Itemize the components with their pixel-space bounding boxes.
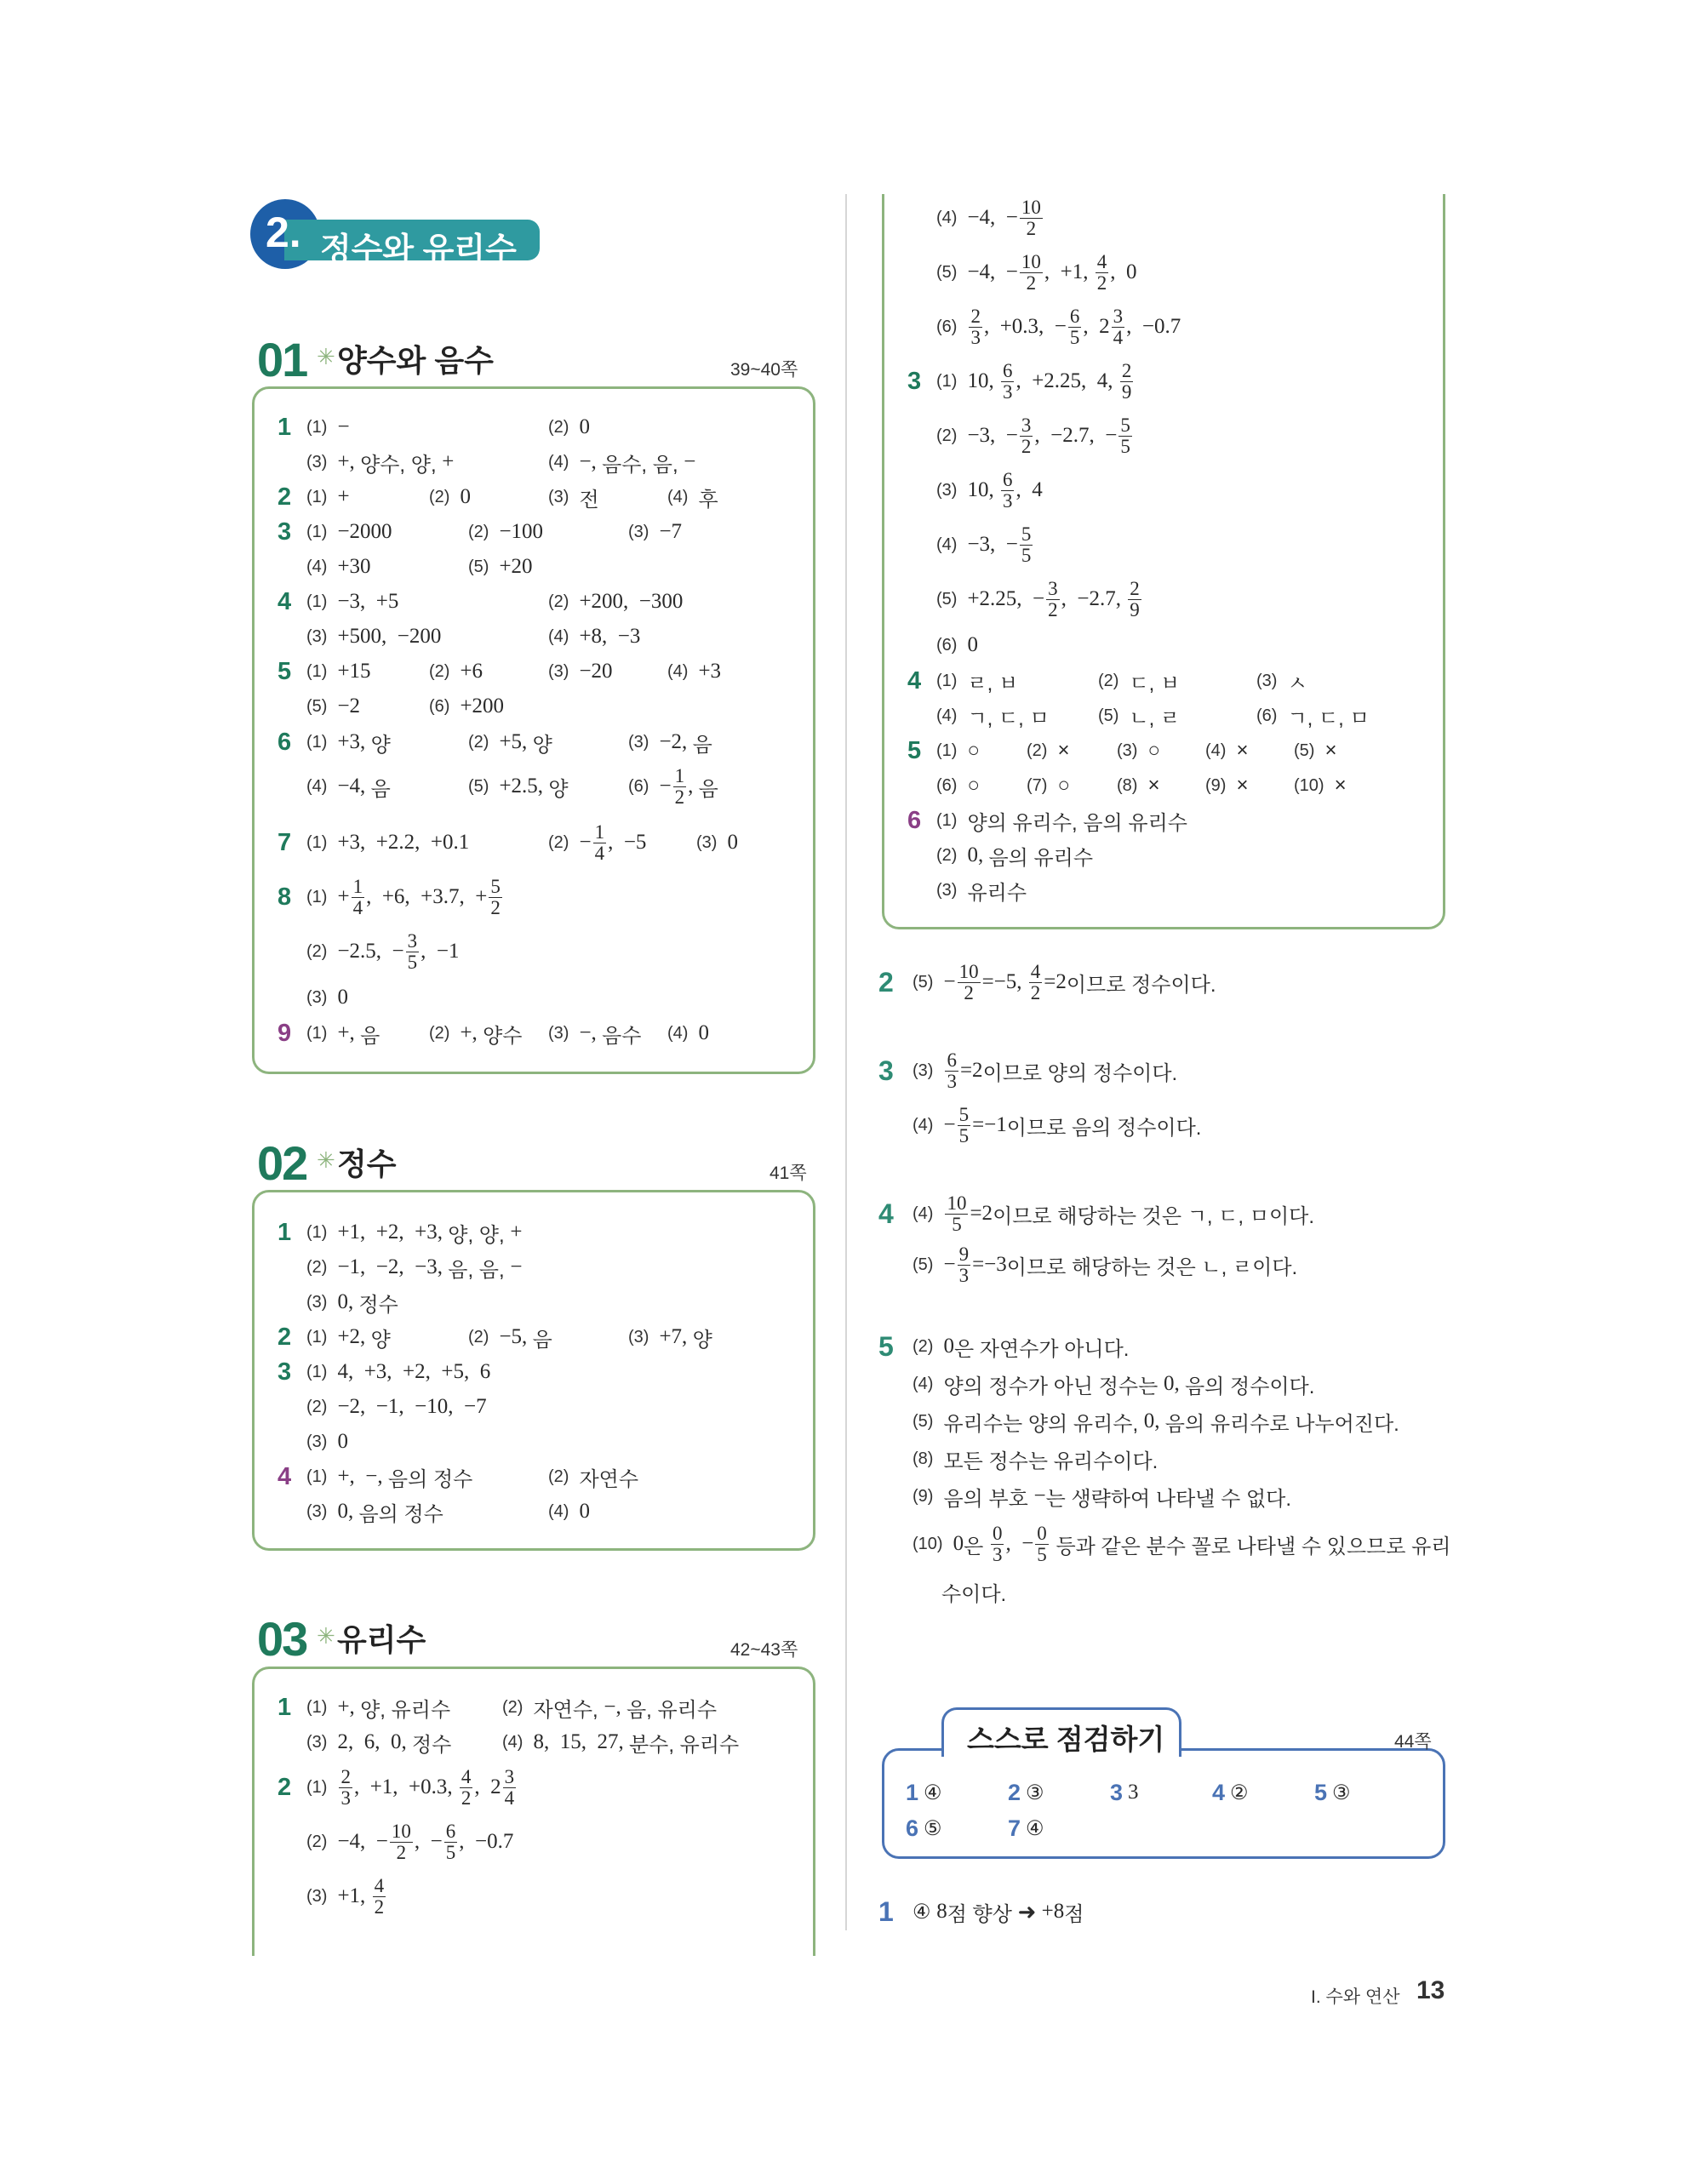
answer-row: (2) × (1027, 739, 1070, 762)
answer-row: (4) −3, − $\frac{5}{5}$ (936, 523, 1032, 566)
chapter-number: 2. (266, 209, 301, 256)
answer-row: 2 (1) + (277, 483, 350, 511)
page-reference: 39~40쪽 (730, 360, 798, 380)
chapter-header (250, 199, 545, 269)
solution-row: (4) 양의 정수가 아닌 정수는 0, 음의 정수이다. (913, 1372, 1315, 1398)
answer-row: (3) +1, $\frac{4}{2}$ (306, 1874, 385, 1918)
answer-row: (3) −7 (628, 520, 683, 543)
answer-row: (2) 0, 음의 유리수 (936, 843, 1094, 870)
answer-row: (2) +, 양수 (429, 1021, 523, 1048)
answer-row: (2) 자연수 (548, 1466, 639, 1491)
answer-row: 2 (1) $\frac{2}{3}$ , +1, +0.3, $\frac{4}{2}$ , 2 $\frac{3}{4}$ (277, 1765, 515, 1809)
answer-row: (5) −4, − $\frac{10}{2}$ , +1, $\frac{4}{2}$ , 0 (936, 250, 1137, 294)
section-title: 정수 (337, 1146, 397, 1181)
answer-row: 5 (1) ○ (907, 736, 980, 764)
answer-row: (5) +20 (468, 555, 533, 578)
answer-row: 6 (1) +3, 양 (277, 728, 391, 757)
self-check-item: 3 3 (1110, 1779, 1139, 1805)
answer-row: (3) −, 음수 (548, 1021, 642, 1048)
answer-row: (3) 0 (696, 831, 738, 854)
answer-row: 3 (1) 10, $\frac{6}{3}$ , +2.25, 4, $\frac{2}{9}$ (907, 359, 1132, 403)
answer-row: (3) 0, 음의 정수 (306, 1500, 443, 1526)
answer-row: 1 (1) − (277, 413, 350, 441)
answer-row: (4) +3 (667, 660, 722, 683)
answer-row: (3) 유리수 (936, 880, 1027, 905)
solution-row: (5) − $\frac{9}{3}$ =−3 이므로 해당하는 것은 ㄴ, ㄹ이다. (913, 1243, 1298, 1286)
answer-row: (4) −4, 음 (306, 775, 391, 801)
answer-row: (7) ○ (1027, 774, 1070, 797)
answer-row: 4 (1) +, −, 음의 정수 (277, 1462, 473, 1491)
answer-row: (2) +5, 양 (468, 730, 552, 757)
answer-row: (2) −3, − $\frac{3}{2}$ , −2.7, − $\frac{5}{5}$ (936, 414, 1130, 457)
answer-row: (3) +500, −200 (306, 625, 442, 648)
solution-row: 수이다. (941, 1582, 1007, 1606)
page-reference: 42~43쪽 (730, 1640, 798, 1660)
answer-row: (6) +200 (429, 695, 505, 718)
answer-row: (4) 후 (667, 487, 718, 512)
answer-row: (3) 2, 6, 0, 정수 (306, 1730, 452, 1757)
answer-row: (2) 0 (548, 415, 590, 438)
answer-row: (4) 0 (667, 1021, 709, 1044)
answer-row: 1 (1) +, 양, 유리수 (277, 1693, 451, 1722)
answer-row: (8) × (1117, 774, 1160, 797)
page-reference: 44쪽 (1394, 1732, 1432, 1752)
answer-row: (4) −4, − $\frac{10}{2}$ (936, 196, 1041, 239)
answer-row: (3) 0 (306, 986, 348, 1009)
answer-row: (3) +, 양수, 양, + (306, 450, 455, 477)
self-check-box (882, 1748, 1445, 1859)
star-icon: ✳ (317, 1147, 335, 1173)
answer-row: (2) −1, −2, −3, 음, 음, − (306, 1255, 523, 1282)
answer-row: (9) × (1205, 774, 1249, 797)
self-check-item: 1 ④ (906, 1779, 942, 1805)
self-check-item: 5 ③ (1314, 1779, 1351, 1805)
answer-row: 4 (1) ㄹ, ㅂ (907, 666, 1019, 695)
answer-row: (4) +8, −3 (548, 625, 641, 648)
solution-row: (8) 모든 정수는 유리수이다. (913, 1449, 1159, 1473)
answer-row: (3) +7, 양 (628, 1325, 712, 1352)
answer-row: (6) ㄱ, ㄷ, ㅁ (1256, 706, 1370, 730)
answer-row: 2 (1) +2, 양 (277, 1323, 391, 1352)
answer-row: (3) 0 (306, 1430, 348, 1453)
answer-row: (3) ㅅ (1256, 671, 1307, 695)
answer-row: (3) 전 (548, 487, 599, 512)
answer-row: (6) 0 (936, 633, 978, 656)
section-number: 03 (257, 1612, 307, 1666)
solution-row: (4) − $\frac{5}{5}$ =−1 이므로 음의 정수이다. (913, 1103, 1202, 1146)
answer-row: (4) −, 음수, 음, − (548, 450, 696, 477)
answer-row: (2) 0 (429, 485, 471, 508)
column-divider (845, 194, 847, 1930)
solution-row: 2 (5) − $\frac{10}{2}$ =−5, $\frac{4}{2}$ =2 이므로 정수이다. (878, 960, 1216, 1003)
answer-row: (4) 0 (548, 1500, 590, 1523)
page-reference: 41쪽 (769, 1163, 807, 1183)
answer-row: (2) +200, −300 (548, 590, 684, 613)
answer-row: (5) ㄴ, ㄹ (1098, 706, 1181, 730)
answer-row: 9 (1) +, 음 (277, 1019, 380, 1048)
answer-row: 5 (1) +15 (277, 657, 371, 685)
arrow-right-icon: ➜ (1017, 1898, 1037, 1924)
solution-row: 1 ④ 8 점 향상 ➜ +8 점 (878, 1895, 1084, 1927)
answer-row: (3) −2, 음 (628, 730, 712, 757)
answer-row: (6) $\frac{2}{3}$ , +0.3, − $\frac{6}{5}$ , 2 $\frac{3}{4}$ , −0.7 (936, 305, 1181, 348)
answer-row: (4) × (1205, 739, 1249, 762)
answer-row: (2) +6 (429, 660, 483, 683)
page-number: 13 (1416, 1976, 1445, 2004)
answer-row: (2) − $\frac{1}{4}$ , −5 (548, 820, 647, 864)
answer-row: (4) ㄱ, ㄷ, ㅁ (936, 706, 1050, 730)
self-check-item: 2 ③ (1008, 1779, 1044, 1805)
solution-row: (10) 0 은 $\frac{0}{3}$ , − $\frac{0}{5}$ 등과 같은 분수 꼴로 나타낼 수 있으므로 유리 (913, 1522, 1451, 1565)
answer-row: 6 (1) 양의 유리수, 음의 유리수 (907, 806, 1187, 835)
solution-row: 5 (2) 0 은 자연수가 아니다. (878, 1330, 1130, 1362)
section-title: 양수와 음수 (337, 343, 494, 378)
chapter-title: 정수와 유리수 (320, 232, 517, 268)
solution-row: 3 (3) $\frac{6}{3}$ =2 이므로 양의 정수이다. (878, 1049, 1178, 1092)
answer-row: 4 (1) −3, +5 (277, 587, 399, 615)
answer-row: (6) ○ (936, 774, 980, 797)
footer-section: I. 수와 연산 (1311, 1987, 1400, 2007)
answer-row: (3) −20 (548, 660, 613, 683)
solution-row: (5) 유리수는 양의 유리수, 0, 음의 유리수로 나누어진다. (913, 1409, 1399, 1436)
solution-row: (9) 음의 부호 − 는 생략하여 나타낼 수 없다. (913, 1484, 1292, 1511)
self-check-item: 6 ⑤ (906, 1815, 942, 1841)
answer-row: 1 (1) +1, +2, +3, 양, 양, + (277, 1218, 523, 1247)
answer-row: (5) +2.25, − $\frac{3}{2}$ , −2.7, $\frac{2}{9}$ (936, 577, 1140, 620)
answer-row: (2) ㄷ, ㅂ (1098, 671, 1181, 695)
answer-row: (10) × (1294, 774, 1347, 797)
answer-row: (5) +2.5, 양 (468, 775, 569, 801)
section-number: 01 (257, 333, 307, 386)
self-check-item: 4 ② (1212, 1779, 1249, 1805)
answer-row: (2) 자연수, −, 음, 유리수 (502, 1695, 718, 1722)
answer-row: 7 (1) +3, +2.2, +0.1 (277, 828, 470, 856)
star-icon: ✳ (317, 1623, 335, 1649)
answer-row: 3 (1) −2000 (277, 517, 392, 546)
answer-row: (4) +30 (306, 555, 371, 578)
answer-row: (6) − $\frac{1}{2}$ , 음 (628, 764, 718, 808)
answer-row: (2) −5, 음 (468, 1325, 552, 1352)
answer-row: 3 (1) 4, +3, +2, +5, 6 (277, 1358, 491, 1386)
answer-row: (4) 8, 15, 27, 분수, 유리수 (502, 1730, 740, 1757)
section-title: 유리수 (337, 1622, 426, 1657)
answer-row: 8 (1) + $\frac{1}{4}$ , +6, +3.7, + $\frac{5}{2}$ (277, 875, 501, 918)
answer-row: (5) × (1294, 739, 1337, 762)
answer-row: (2) −2.5, − $\frac{3}{5}$ , −1 (306, 929, 460, 973)
self-check-title: 스스로 점검하기 (967, 1724, 1165, 1755)
section-number: 02 (257, 1136, 307, 1190)
answer-row: (2) −100 (468, 520, 544, 543)
answer-row: (3) ○ (1117, 739, 1160, 762)
self-check-item: 7 ④ (1008, 1815, 1044, 1841)
answer-row: (2) −2, −1, −10, −7 (306, 1395, 487, 1418)
answer-row: (2) −4, − $\frac{10}{2}$ , − $\frac{6}{5}$ , −0.7 (306, 1820, 514, 1863)
star-icon: ✳ (317, 344, 335, 369)
answer-row: (5) −2 (306, 695, 361, 718)
answer-row: (3) 10, $\frac{6}{3}$ , 4 (936, 468, 1043, 512)
solution-row: 4 (4) $\frac{10}{5}$ =2 이므로 해당하는 것은 ㄱ, ㄷ, ㅁ이다. (878, 1192, 1314, 1235)
answer-row: (3) 0, 정수 (306, 1290, 398, 1317)
